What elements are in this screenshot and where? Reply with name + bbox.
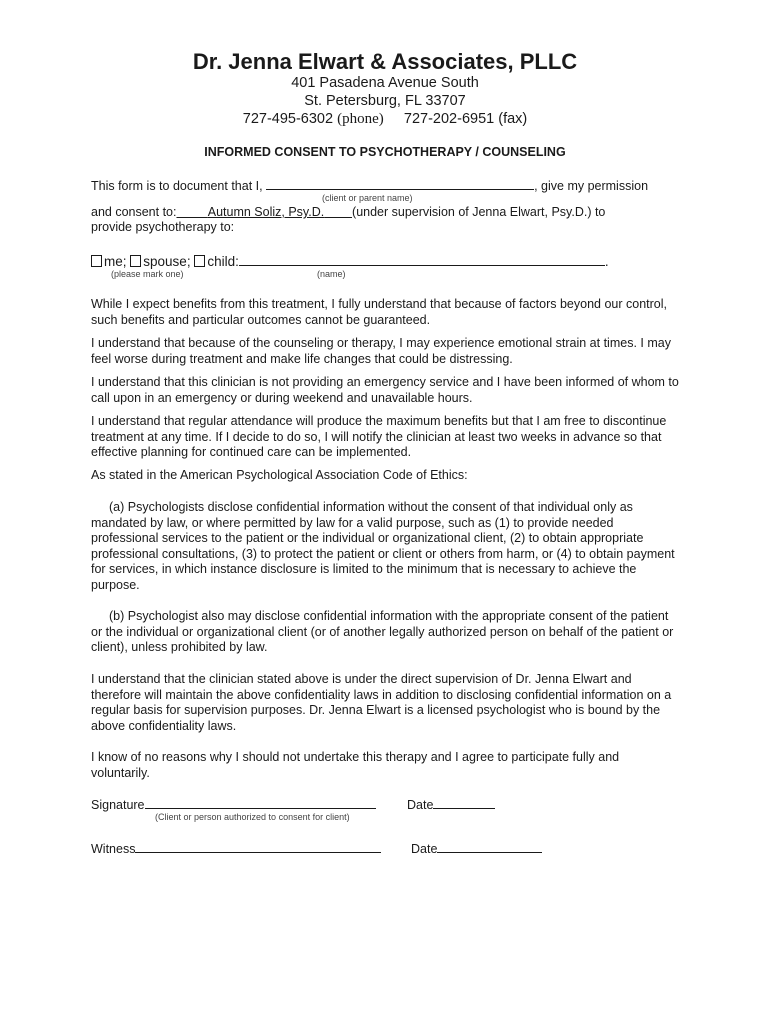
signature-field[interactable] xyxy=(145,796,376,809)
witness-field[interactable] xyxy=(135,840,381,853)
intro-prefix: This form is to document that I, xyxy=(91,179,263,193)
clinician-name-text: Autumn Soliz, Psy.D. xyxy=(207,205,325,219)
witness-date-field[interactable] xyxy=(437,840,542,853)
paragraph-attendance: I understand that regular attendance will produce the maximum benefits but that I am free to discontinue treatment at any time. If I decide to do so, I will notify the clinician at least two weeks in advance so that effective planning for continued care can be implemented. xyxy=(91,414,667,459)
signature-date-field[interactable] xyxy=(433,796,495,809)
signature-date-line xyxy=(407,796,495,812)
provide-line: provide psychotherapy to: xyxy=(91,220,235,234)
signature-caption: (Client or person authorized to consent for client) xyxy=(155,812,350,822)
consent-prefix: and consent to: xyxy=(91,205,177,219)
address-line-1: 401 Pasadena Avenue South xyxy=(291,75,479,91)
signature-date-label: Date xyxy=(407,798,434,812)
fax-number: 727-202-6951 (fax) xyxy=(403,111,528,127)
paragraph-disclosure-b: (b) Psychologist also may disclose confidential information with the appropriate consent of the patient or the individual or organizational client (or of another legally authorized person on behalf of the patient or client), unless prohibited by law. xyxy=(91,609,674,654)
checkbox-child[interactable] xyxy=(194,255,205,267)
child-name-caption: (name) xyxy=(317,269,346,279)
label-me: me; xyxy=(104,254,127,269)
consent-line xyxy=(91,205,605,219)
practice-title: Dr. Jenna Elwart & Associates, PLLC xyxy=(192,49,578,74)
paragraph-benefits: While I expect benefits from this treatment, I fully understand that because of factors beyond our control, such benefits and particular outcomes cannot be guaranteed. xyxy=(91,297,667,327)
phone-number: 727-495-6302 xyxy=(242,111,334,127)
witness-label: Witness xyxy=(91,842,136,856)
label-spouse: spouse; xyxy=(143,254,191,269)
paragraph-agreement: I know of no reasons why I should not undertake this therapy and I agree to participate fully and voluntarily. xyxy=(91,750,620,780)
consent-suffix: (under supervision of Jenna Elwart, Psy.D.) to xyxy=(352,205,606,219)
paragraph-supervision: I understand that the clinician stated above is under the direct supervision of Dr. Jenna Elwart and therefore will maintain the above confidentiality laws in addition to disclosing confidential information on a regular basis for supervision purposes. Dr. Jenna Elwart is a licensed psychologist who is bound by the above confidentiality laws. xyxy=(91,672,672,733)
label-child: child: xyxy=(207,254,239,269)
witness-line xyxy=(91,840,381,856)
intro-line xyxy=(91,177,648,193)
clinician-name[interactable] xyxy=(176,205,352,219)
checkbox-me[interactable] xyxy=(91,255,102,267)
address-line-2: St. Petersburg, FL 33707 xyxy=(304,93,466,109)
paragraph-disclosure-a: (a) Psychologists disclose confidential information without the consent of that individual only as mandated by law, or where permitted by law for a valid purpose, such as (1) to provide needed professional services to the patient or the individual or organizational client, (2) to obtain appropriate professional consultations, (3) to protect the patient or client or others from harm, or (4) to obtain payment for services, in which instance disclosure is limited to the minimum that is necessary to achieve the purpose. xyxy=(91,500,675,592)
recipient-line xyxy=(91,253,609,269)
paragraph-emergency: I understand that this clinician is not providing an emergency service and I have been informed of whom to call upon in an emergency or during weekend and unavailable hours. xyxy=(91,375,679,405)
child-name-field[interactable] xyxy=(239,253,605,266)
mark-caption: (please mark one) xyxy=(111,269,184,279)
recipient-end: . xyxy=(604,254,609,269)
witness-date-line xyxy=(411,840,542,856)
checkbox-spouse[interactable] xyxy=(130,255,141,267)
signature-label: Signature xyxy=(91,798,145,812)
paragraph-emotional-strain: I understand that because of the counseling or therapy, I may experience emotional strain at times. I may feel worse during treatment and make life changes that could be distressing. xyxy=(91,336,671,366)
signature-line xyxy=(91,796,376,812)
paragraph-apa-intro: As stated in the American Psychological Association Code of Ethics: xyxy=(91,468,468,482)
client-name-field[interactable] xyxy=(266,177,534,190)
intro-suffix: , give my permission xyxy=(534,179,649,193)
client-name-caption: (client or parent name) xyxy=(322,193,413,203)
form-title: INFORMED CONSENT TO PSYCHOTHERAPY / COUNSELING xyxy=(204,145,566,159)
witness-date-label: Date xyxy=(411,842,438,856)
contact-line xyxy=(0,111,770,128)
phone-label: (phone) xyxy=(337,111,384,127)
